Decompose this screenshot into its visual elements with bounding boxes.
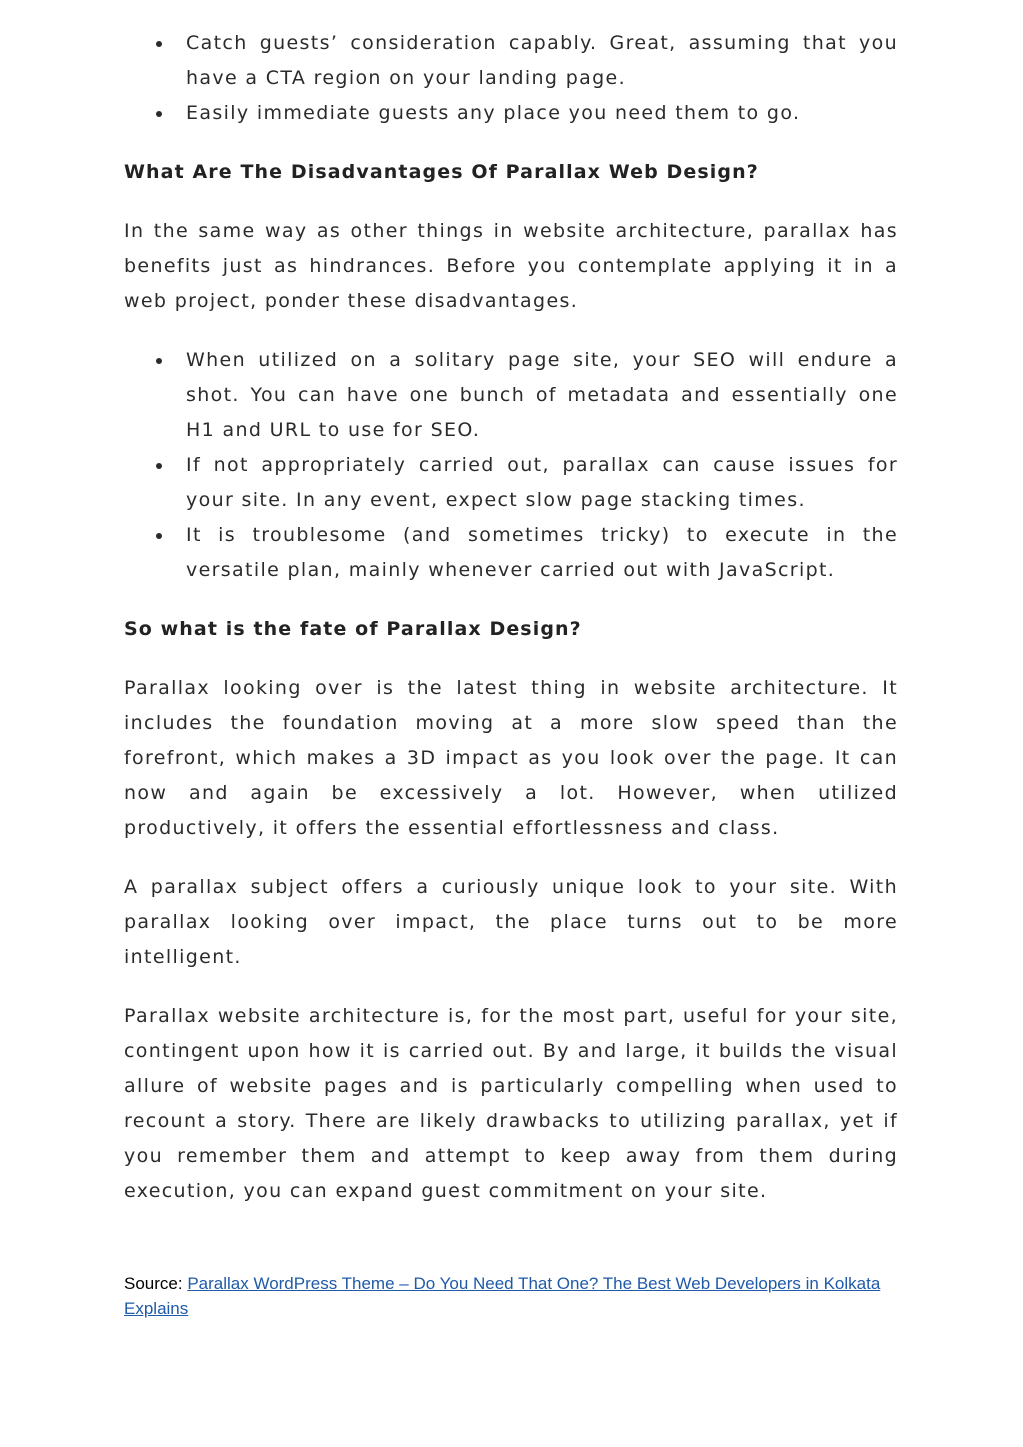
source-label: Source: (124, 1274, 188, 1293)
source-link[interactable]: Parallax WordPress Theme – Do You Need That One? The Best Web Developers in Kolkata Explains (124, 1274, 881, 1318)
list-item-text: It is troublesome (and sometimes tricky) to execute in the versatile plan, mainly whenever carried out with JavaScript. (186, 524, 898, 581)
paragraph-disadvantages-intro: In the same way as other things in website architecture, parallax has benefits just as hindrances. Before you contemplate applying it in a web project, ponder these disadvantages. (124, 220, 898, 312)
list-item-text: If not appropriately carried out, parallax can cause issues for your site. In any event, expect slow page stacking times. (186, 454, 898, 511)
list-item (124, 518, 898, 588)
paragraph-fate-2: A parallax subject offers a curiously unique look to your site. With parallax looking over impact, the place turns out to be more intelligent. (124, 876, 898, 968)
bullet-icon (156, 463, 162, 469)
disadvantages-bullet-list (124, 343, 898, 588)
source-citation (124, 1271, 884, 1321)
list-item-text: Catch guests’ consideration capably. Great, assuming that you have a CTA region on your landing page. (186, 32, 898, 89)
top-bullet-list (124, 26, 898, 131)
list-item (124, 26, 898, 96)
bullet-icon (156, 533, 162, 539)
list-item-text: Easily immediate guests any place you need them to go. (186, 102, 801, 124)
paragraph-fate-3: Parallax website architecture is, for the most part, useful for your site, contingent upon how it is carried out. By and large, it builds the visual allure of website pages and is particularly compelling when used to recount a story. There are likely drawbacks to utilizing parallax, yet if you remember them and attempt to keep away from them during execution, you can expand guest commitment on your site. (124, 1005, 898, 1202)
list-item (124, 96, 898, 131)
list-item (124, 448, 898, 518)
section-heading-disadvantages: What Are The Disadvantages Of Parallax Web Design? (124, 161, 759, 183)
list-item-text: When utilized on a solitary page site, your SEO will endure a shot. You can have one bunch of metadata and essentially one H1 and URL to use for SEO. (186, 349, 898, 441)
paragraph-fate-1: Parallax looking over is the latest thing in website architecture. It includes the foundation moving at a more slow speed than the forefront, which makes a 3D impact as you look over the page. It can now and again be excessively a lot. However, when utilized productively, it offers the essential effortlessness and class. (124, 677, 898, 839)
bullet-icon (156, 358, 162, 364)
document-page (124, 26, 898, 1321)
section-heading-fate: So what is the fate of Parallax Design? (124, 618, 582, 640)
bullet-icon (156, 41, 162, 47)
list-item (124, 343, 898, 448)
bullet-icon (156, 111, 162, 117)
